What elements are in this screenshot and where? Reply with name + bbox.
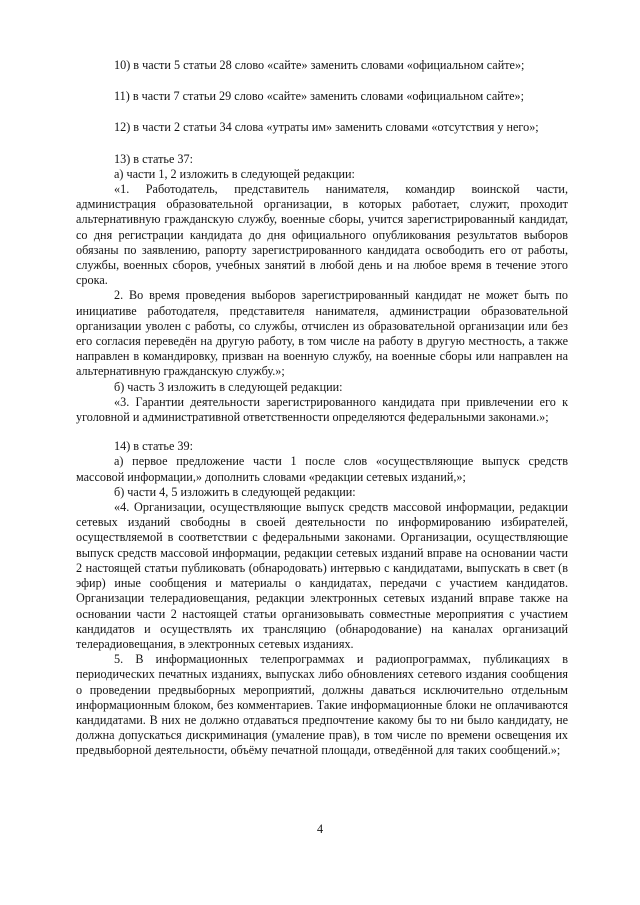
article-39-part-5-paragraph: 5. В информационных телепрограммах и радиопрограммах, публикациях в периодических печатных изданиях, выпусках либо обновлениях сетевого издания сообщения о проведении предвыборных мероприятий, должны даваться исключительно отдельным информационным блоком, без комментариев. Такие информационные блоки не оплачиваются кандидатами. В них не должно отдаваться предпочтение какому бы то ни было кандидату, не должна допускаться дискриминация (умаление прав), в том числе по времени освещения их предвыборной деятельности, объёму печатной площади, отведённой для таких сообщений.»;: [76, 652, 568, 758]
item-10-paragraph: 10) в части 5 статьи 28 слово «сайте» заменить словами «официальном сайте»;: [114, 58, 525, 72]
article-37-part-2-paragraph: 2. Во время проведения выборов зарегистрированный кандидат не может быть по инициативе работодателя, представителя нанимателя, администрации образовательной организации уволен с работы, со службы, отчислен из образовательной организации или без его согласия переведён на другую работу, в том числе на работу в другую местность, а также направлен в командировку, призван на военную службу, на военные сборы или направлен на альтернативную гражданскую службу.»;: [76, 288, 568, 379]
article-37-part-3-paragraph: «3. Гарантии деятельности зарегистрированного кандидата при привлечении его к уголовной и административной ответственности определяются федеральными законами.»;: [76, 394, 568, 425]
item-11-paragraph: 11) в части 7 статьи 29 слово «сайте» заменить словами «официальном сайте»;: [114, 89, 524, 104]
item-13b-paragraph: б) часть 3 изложить в следующей редакции:: [114, 379, 343, 394]
item-12-paragraph: 12) в части 2 статьи 34 слова «утраты им» заменить словами «отсутствия у него»;: [114, 120, 539, 135]
item-14-heading: 14) в статье 39:: [114, 439, 193, 454]
article-39-part-4-paragraph: «4. Организации, осуществляющие выпуск средств массовой информации, редакции сетевых изданий свободны в своей деятельности по информированию избирателей, осуществляемой в соответствии с федеральными законами. Организации, осуществляющие выпуск средств массовой информации, редакции сетевых изданий вправе на основании части 2 настоящей статьи публиковать (обнародовать) интервью с кандидатами, выпускать в свет (в эфир) иные сообщения и материалы о кандидатах, передачи с участием кандидатов. Организации телерадиовещания, редакции электронных сетевых изданий вправе также на основании части 2 настоящей статьи организовывать совместные мероприятия с участием кандидатов и осуществлять их трансляцию (обнародование) на каналах организаций телерадиовещания, в электронных сетевых изданиях.: [76, 500, 568, 651]
item-14a-paragraph: а) первое предложение части 1 после слов «осуществляющие выпуск средств массовой информации,» дополнить словами «редакции сетевых изданий,»;: [76, 454, 568, 484]
item-13-heading: 13) в статье 37:: [114, 151, 193, 166]
article-37-part-1-paragraph: «1. Работодатель, представитель нанимателя, командир воинской части, администрация образовательной организации, в которых работает, служит, проходит альтернативную гражданскую службу, военные сборы, учится зарегистрированный кандидат, со дня регистрации кандидата до дня официального опубликования результатов выборов обязаны по заявлению, рапорту зарегистрированного кандидата освободить его от работы, службы, военных сборов, учебных занятий в любой день и на любое время в течение этого срока.: [76, 182, 568, 288]
item-13a-paragraph: а) части 1, 2 изложить в следующей редакции:: [114, 166, 355, 181]
page-number: 4: [316, 822, 324, 836]
item-14b-paragraph: б) части 4, 5 изложить в следующей редакции:: [114, 484, 356, 499]
